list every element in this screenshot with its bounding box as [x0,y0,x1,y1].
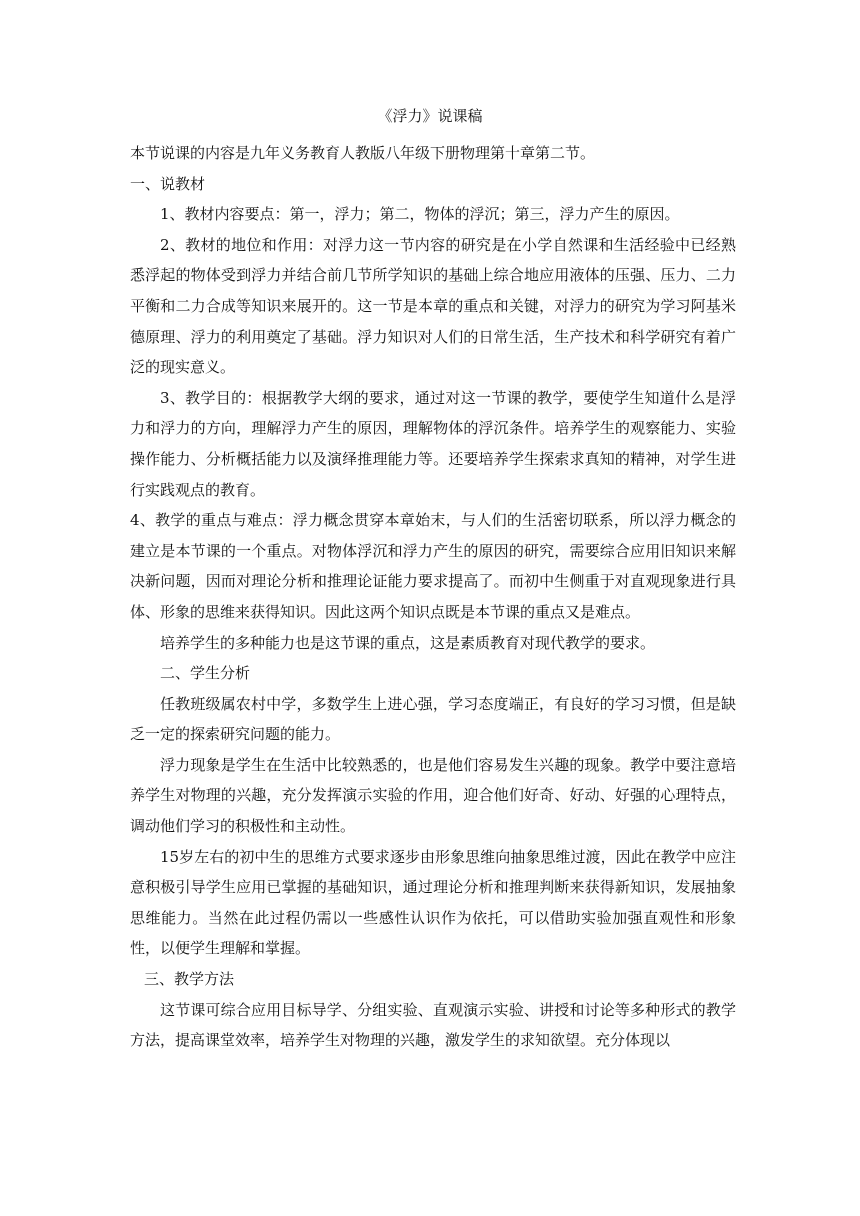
paragraph-methods: 这节课可综合应用目标导学、分组实验、直观演示实验、讲授和讨论等多种形式的教学方法，提高课堂效率，培养学生对物理的兴趣，激发学生的求知欲望。充分体现以 [130,1000,736,1050]
paragraph-thinking-mode: 15岁左右的初中生的思维方式要求逐步由形象思维向抽象思维过渡，因此在教学中应注意积极引导学生应用已掌握的基础知识，通过理论分析和推理判断来获得新知识，发展抽象思维能力。当然在此过程仍需以一些感性认识作为依托，可以借助实验加强直观性和形象性，以便学生理解和掌握。 [130,847,736,958]
paragraph-teaching-goals: 3、教学目的：根据教学大纲的要求，通过对这一节课的教学，要使学生知道什么是浮力和浮力的方向，理解浮力产生的原因，理解物体的浮沉条件。培养学生的观察能力、实验操作能力、分析概括能力以及演绎推理能力等。还要培养学生探索求真知的精神，对学生进行实践观点的教育。 [130,388,736,499]
paragraph-intro: 本节说课的内容是九年义务教育人教版八年级下册物理第十章第二节。 [130,144,596,162]
paragraph-status-role: 2、教材的地位和作用：对浮力这一节内容的研究是在小学自然课和生活经验中已经熟悉浮起的物体受到浮力并结合前几节所学知识的基础上综合地应用液体的压强、压力、二力平衡和二力合成等知识来展开的。这一节是本章的重点和关键，对浮力的研究为学习阿基米德原理、浮力的利用奠定了基础。浮力知识对人们的日常生活，生产技术和科学研究有着广泛的现实意义。 [130,235,736,377]
paragraph-content-points: 1、教材内容要点：第一，浮力；第二，物体的浮沉；第三，浮力产生的原因。 [160,205,680,224]
document-body [130,138,736,1056]
paragraph-key-difficult-points: 4、教学的重点与难点：浮力概念贯穿本章始末，与人们的生活密切联系，所以浮力概念的建立是本节课的一个重点。对物体浮沉和浮力产生的原因的研究，需要综合应用旧知识来解决新问题，因而对理论分析和推理论证能力要求提高了。而初中生侧重于对直观现象进行具体、形象的思维来获得知识。因此这两个知识点既是本节课的重点又是难点。 [130,511,736,621]
paragraph-class-profile: 任教班级属农村中学，多数学生上进心强，学习态度端正，有良好的学习习惯，但是缺乏一定的探索研究问题的能力。 [130,694,736,744]
document-title: 《浮力》说课稿 [377,107,483,125]
section-heading-student-analysis: 二、学生分析 [160,664,251,683]
paragraph-ability-training: 培养学生的多种能力也是这节课的重点，这是素质教育对现代教学的要求。 [160,633,656,652]
paragraph-buoyancy-interest: 浮力现象是学生在生活中比较熟悉的，也是他们容易发生兴趣的现象。教学中要注意培养学生对物理的兴趣，充分发挥演示实验的作用，迎合他们好奇、好动、好强的心理特点，调动他们学习的积极性和主动性。 [130,755,736,836]
section-heading-textbook: 一、说教材 [130,174,206,193]
section-heading-teaching-methods: 三、教学方法 [144,970,235,989]
